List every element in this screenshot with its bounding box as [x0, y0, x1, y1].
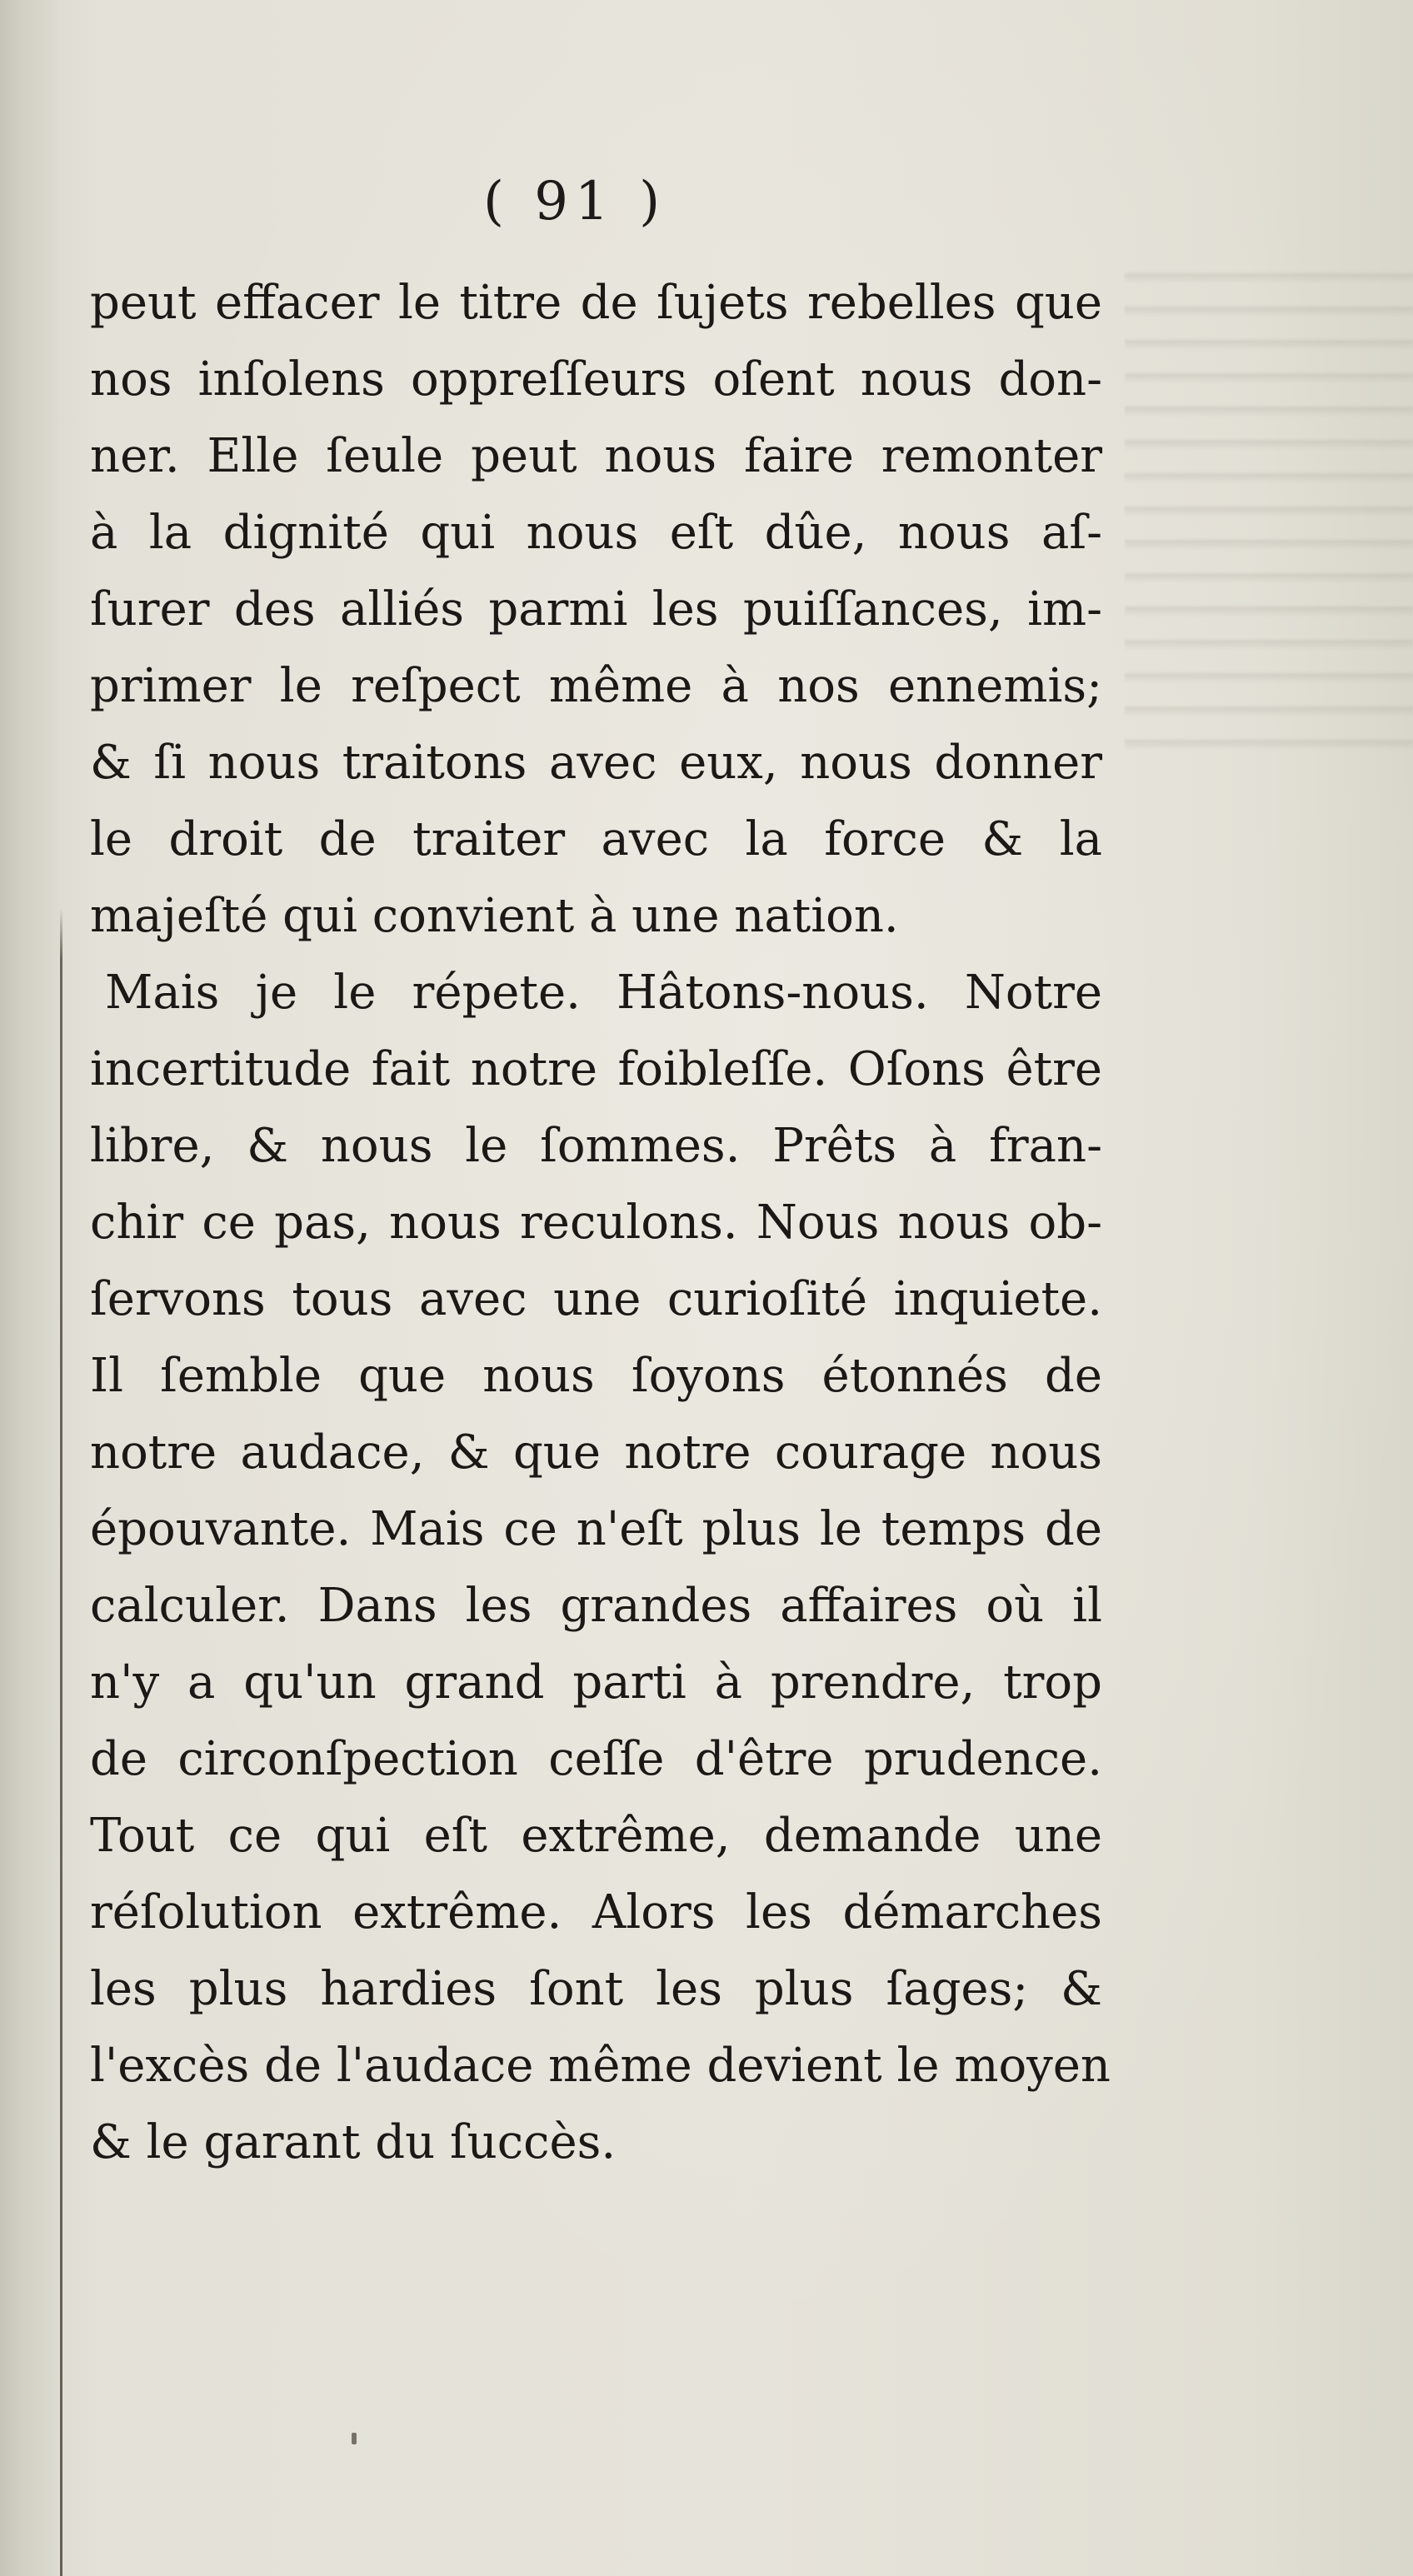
text-line: & le garant du ſuccès.	[90, 2115, 617, 2169]
text-line: ner. Elle ſeule peut nous faire remonter	[90, 429, 1102, 483]
text-line: primer le reſpect même à nos ennemis;	[90, 659, 1102, 713]
page-number: ( 91 )	[482, 171, 667, 232]
show-through	[1125, 250, 1413, 750]
text-line: libre, & nous le ſommes. Prêts à fran-	[90, 1119, 1102, 1173]
text-line: Mais je le répete. Hâtons-nous. Notre	[105, 966, 1102, 1020]
text-line: l'excès de l'audace même devient le moyen	[90, 2039, 1111, 2093]
text-line: n'y a qu'un grand parti à prendre, trop	[90, 1655, 1102, 1710]
text-line: & ſi nous traitons avec eux, nous donner	[90, 736, 1102, 790]
text-line: ſervons tous avec une curioſité inquiete.	[90, 1272, 1102, 1326]
text-line: Il ſemble que nous ſoyons étonnés de	[90, 1349, 1102, 1403]
text-line: les plus hardies ſont les plus ſages; &	[90, 1962, 1102, 2016]
paragraph-1	[90, 265, 1102, 955]
text-line: réſolution extrême. Alors les démarches	[90, 1885, 1102, 1939]
text-line: incertitude fait notre foibleſſe. Oſons être	[90, 1042, 1102, 1096]
text-line: majeſté qui convient à une nation.	[90, 889, 899, 943]
text-line: calculer. Dans les grandes affaires où il	[90, 1579, 1102, 1633]
ink-speck	[352, 2433, 357, 2444]
text-line: épouvante. Mais ce n'eſt plus le temps de	[90, 1502, 1102, 1556]
text-line: à la dignité qui nous eſt dûe, nous aſ-	[90, 506, 1102, 560]
binding-line	[60, 908, 62, 2576]
text-line: nos inſolens oppreſſeurs oſent nous don-	[90, 352, 1102, 407]
body-text	[90, 265, 1111, 2181]
text-line: ſurer des alliés parmi les puiſſances, im-	[90, 582, 1102, 637]
text-line: peut effacer le titre de ſujets rebelles que	[90, 276, 1102, 330]
text-line: notre audace, & que notre courage nous	[90, 1425, 1102, 1480]
text-line: Tout ce qui eſt extrême, demande une	[90, 1809, 1102, 1863]
text-line: le droit de traiter avec la force & la	[90, 812, 1102, 866]
text-line: chir ce pas, nous reculons. Nous nous ob-	[90, 1196, 1102, 1250]
paragraph-2	[90, 955, 1111, 2181]
text-line: de circonſpection ceſſe d'être prudence.	[90, 1732, 1102, 1786]
binding-edge	[0, 0, 60, 2576]
